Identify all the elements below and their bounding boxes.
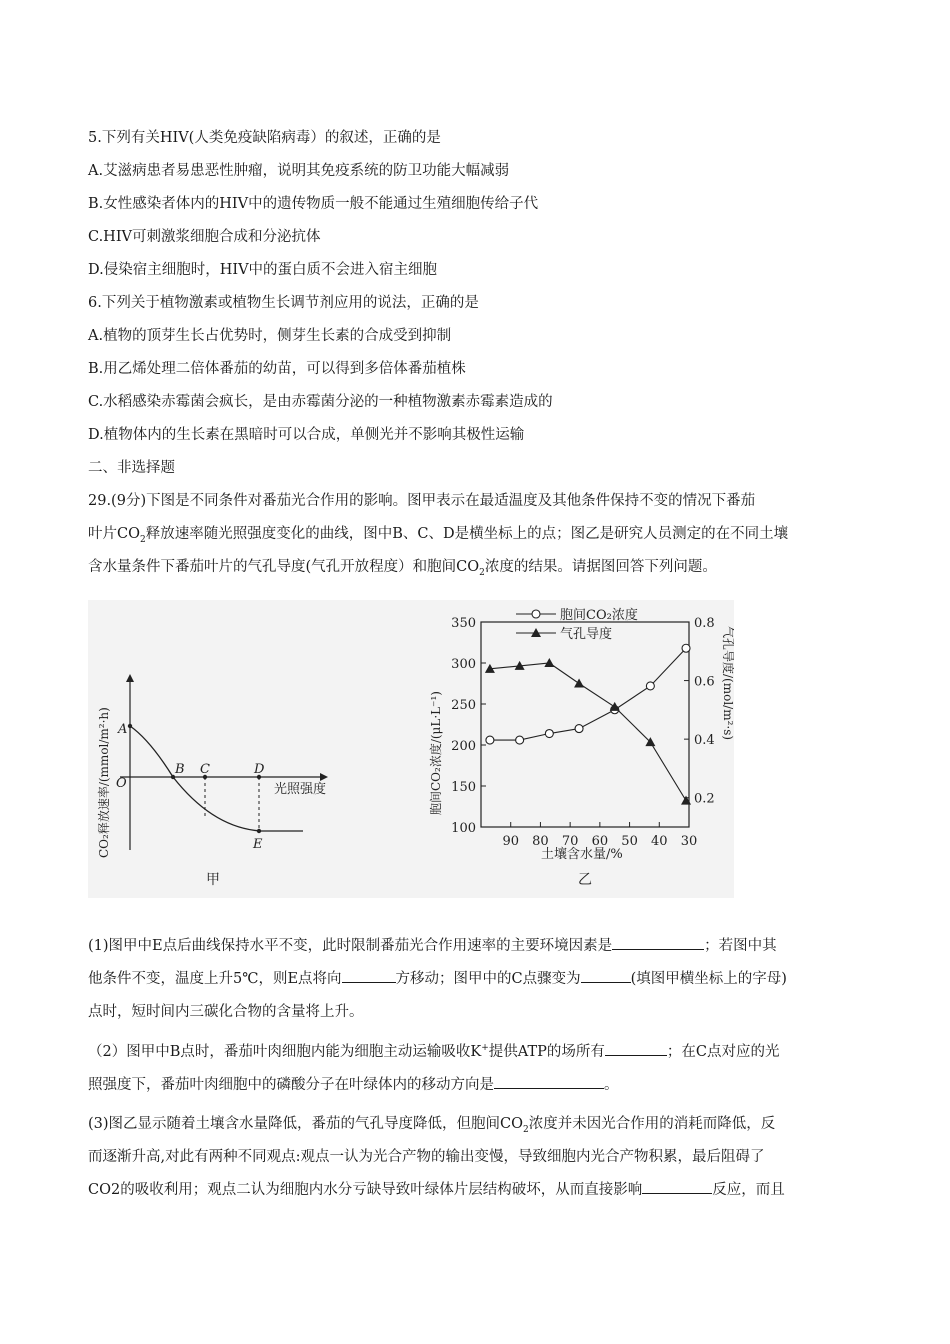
yi-left-tick-label: 250 — [451, 698, 476, 713]
series-co2-point — [545, 730, 553, 738]
jia-point-e — [257, 829, 261, 833]
yi-left-tick-label: 350 — [451, 616, 476, 631]
q5-stem: 5.下列有关HIV(人类免疫缺陷病毒）的叙述，正确的是 — [88, 130, 441, 146]
q5-option-a: A.艾滋病患者易患恶性肿瘤，说明其免疫系统的防卫功能大幅减弱 — [88, 163, 510, 179]
jia-curve — [130, 726, 303, 831]
series-stomatal-point — [610, 702, 620, 711]
yi-x-tick-label: 70 — [561, 834, 579, 849]
answer-blank-3[interactable] — [581, 966, 631, 983]
figure-panel — [88, 600, 734, 898]
q5-option-d: D.侵染宿主细胞时，HIV中的蛋白质不会进入宿主细胞 — [88, 262, 438, 278]
yi-right-axis-label: 气孔导度/(mol/m²·s) — [721, 626, 734, 741]
series-co2-point — [486, 736, 494, 744]
jia-label-origin: O — [116, 776, 127, 791]
q29-part3: (3)图乙显示随着土壤含水量降低，番茄的气孔导度降低，但胞间$CO_2$浓度并未因光合作用的消耗而降低，反 而逐渐升高,对此有两种不同观点:观点一认为光合产物的输出变慢，导致细胞内光合产物积累，最后阻碍了 CO2的吸收利用；观点二认为细胞内水分亏缺导致叶绿体片层结构破坏，从而直接影响 反应，而且 — [88, 1116, 785, 1198]
yi-left-tick-label: 150 — [451, 780, 476, 795]
yi-right-tick-label: 0.8 — [694, 616, 715, 631]
q5-option-b: B.女性感染者体内的HIV中的遗传物质一般不能通过生殖细胞传给子代 — [88, 196, 539, 212]
q29-intro-line1: 29.(9分)下图是不同条件对番茄光合作用的影响。图甲表示在最适温度及其他条件保持不变的情况下番茄 — [88, 493, 756, 509]
jia-y-arrow — [126, 674, 134, 682]
answer-blank-1[interactable] — [612, 933, 704, 950]
legend-co2-label: 胞间CO₂浓度 — [560, 608, 638, 623]
series-stomatal-point — [544, 658, 554, 667]
yi-x-tick-label: 30 — [680, 834, 698, 849]
q6-option-d: D.植物体内的生长素在黑暗时可以合成，单侧光并不影响其极性运输 — [88, 427, 525, 443]
series-stomatal-point — [574, 679, 584, 688]
yi-caption: 乙 — [578, 872, 592, 888]
legend-gs-label: 气孔导度 — [560, 627, 613, 642]
chart-yi — [428, 607, 734, 888]
yi-series — [485, 644, 691, 804]
answer-blank-4[interactable] — [605, 1039, 667, 1056]
series-stomatal-line — [490, 663, 686, 801]
q29-intro-line3: 含水量条件下番茄叶片的气孔导度(气孔开放程度）和胞间$CO_2$浓度的结果。请据图回答下列问题。 — [88, 559, 717, 578]
answer-blank-6[interactable] — [642, 1177, 712, 1194]
q6-stem: 6.下列关于植物激素或植物生长调节剂应用的说法，正确的是 — [88, 295, 479, 311]
yi-x-tick-label: 40 — [651, 834, 668, 849]
yi-ticks — [451, 616, 715, 849]
jia-label-e: E — [253, 837, 263, 852]
yi-left-axis-label: 胞间CO₂浓度/(μL·L⁻¹) — [429, 691, 443, 815]
series-co2-point — [646, 682, 654, 690]
series-co2-point — [575, 725, 583, 733]
yi-left-tick-label: 100 — [451, 821, 476, 836]
jia-label-b: B — [175, 762, 185, 777]
yi-x-tick-label: 90 — [502, 834, 519, 849]
series-co2-point — [682, 644, 690, 652]
yi-left-tick-label: 300 — [451, 657, 476, 672]
yi-right-tick-label: 0.6 — [694, 674, 715, 690]
jia-label-c: C — [200, 762, 210, 777]
legend-co2-marker — [532, 610, 540, 618]
q6-option-b: B.用乙烯处理二倍体番茄的幼苗，可以得到多倍体番茄植株 — [88, 361, 466, 377]
jia-label-d: D — [254, 762, 265, 777]
jia-y-label: CO₂释放速率/(mmol/m²·h) — [97, 707, 111, 858]
q29-part1: (1)图甲中E点后曲线保持水平不变，此时限制番茄光合作用速率的主要环境因素是 ；若图中其 他条件不变，温度上升5℃，则E点将向 方移动；图甲中的C点骤变为 (填图甲横坐标上的字母) 点时，短时间内三碳化合物的含量将上升。 — [88, 930, 866, 1029]
jia-caption: 甲 — [206, 872, 220, 888]
answer-blank-2[interactable] — [342, 966, 396, 983]
jia-x-label: 光照强度 — [274, 782, 327, 797]
yi-x-tick-label: 50 — [621, 834, 638, 849]
q6-option-a: A.植物的顶芽生长占优势时，侧芽生长素的合成受到抑制 — [88, 328, 452, 344]
yi-right-tick-label: 0.2 — [694, 791, 715, 807]
q5-option-c: C.HIV可刺激浆细胞合成和分泌抗体 — [88, 229, 321, 245]
jia-x-arrow — [320, 773, 328, 781]
chart-jia — [96, 674, 328, 888]
q29-part2: （2）图甲中B点时，番茄叶肉细胞内能为细胞主动运输吸收K+提供ATP的场所有 ；在C点对应的光 照强度下，番茄叶肉细胞中的磷酸分子在叶绿体内的移动方向是 。 — [88, 1036, 866, 1102]
section-heading: 二、非选择题 — [88, 460, 175, 476]
yi-legend — [516, 607, 638, 642]
q6-option-c: C.水稻感染赤霉菌会疯长，是由赤霉菌分泌的一种植物激素赤霉素造成的 — [88, 394, 553, 410]
yi-x-tick-label: 80 — [532, 834, 549, 849]
yi-x-tick-label: 60 — [591, 834, 609, 849]
jia-label-a: A — [118, 722, 128, 737]
jia-point-a — [128, 724, 132, 728]
yi-plot-frame — [481, 622, 689, 827]
answer-blank-5[interactable] — [494, 1072, 604, 1089]
q29-intro-line2: 叶片$CO_2$释放速率随光照强度变化的曲线，图中B、C、D是横坐标上的点；图乙是研究人员测定的在不同土壤 — [88, 526, 789, 545]
series-co2-point — [516, 736, 524, 744]
yi-x-axis-label: 土壤含水量/% — [541, 847, 623, 862]
yi-right-tick-label: 0.4 — [694, 733, 715, 749]
yi-left-tick-label: 200 — [451, 739, 476, 754]
